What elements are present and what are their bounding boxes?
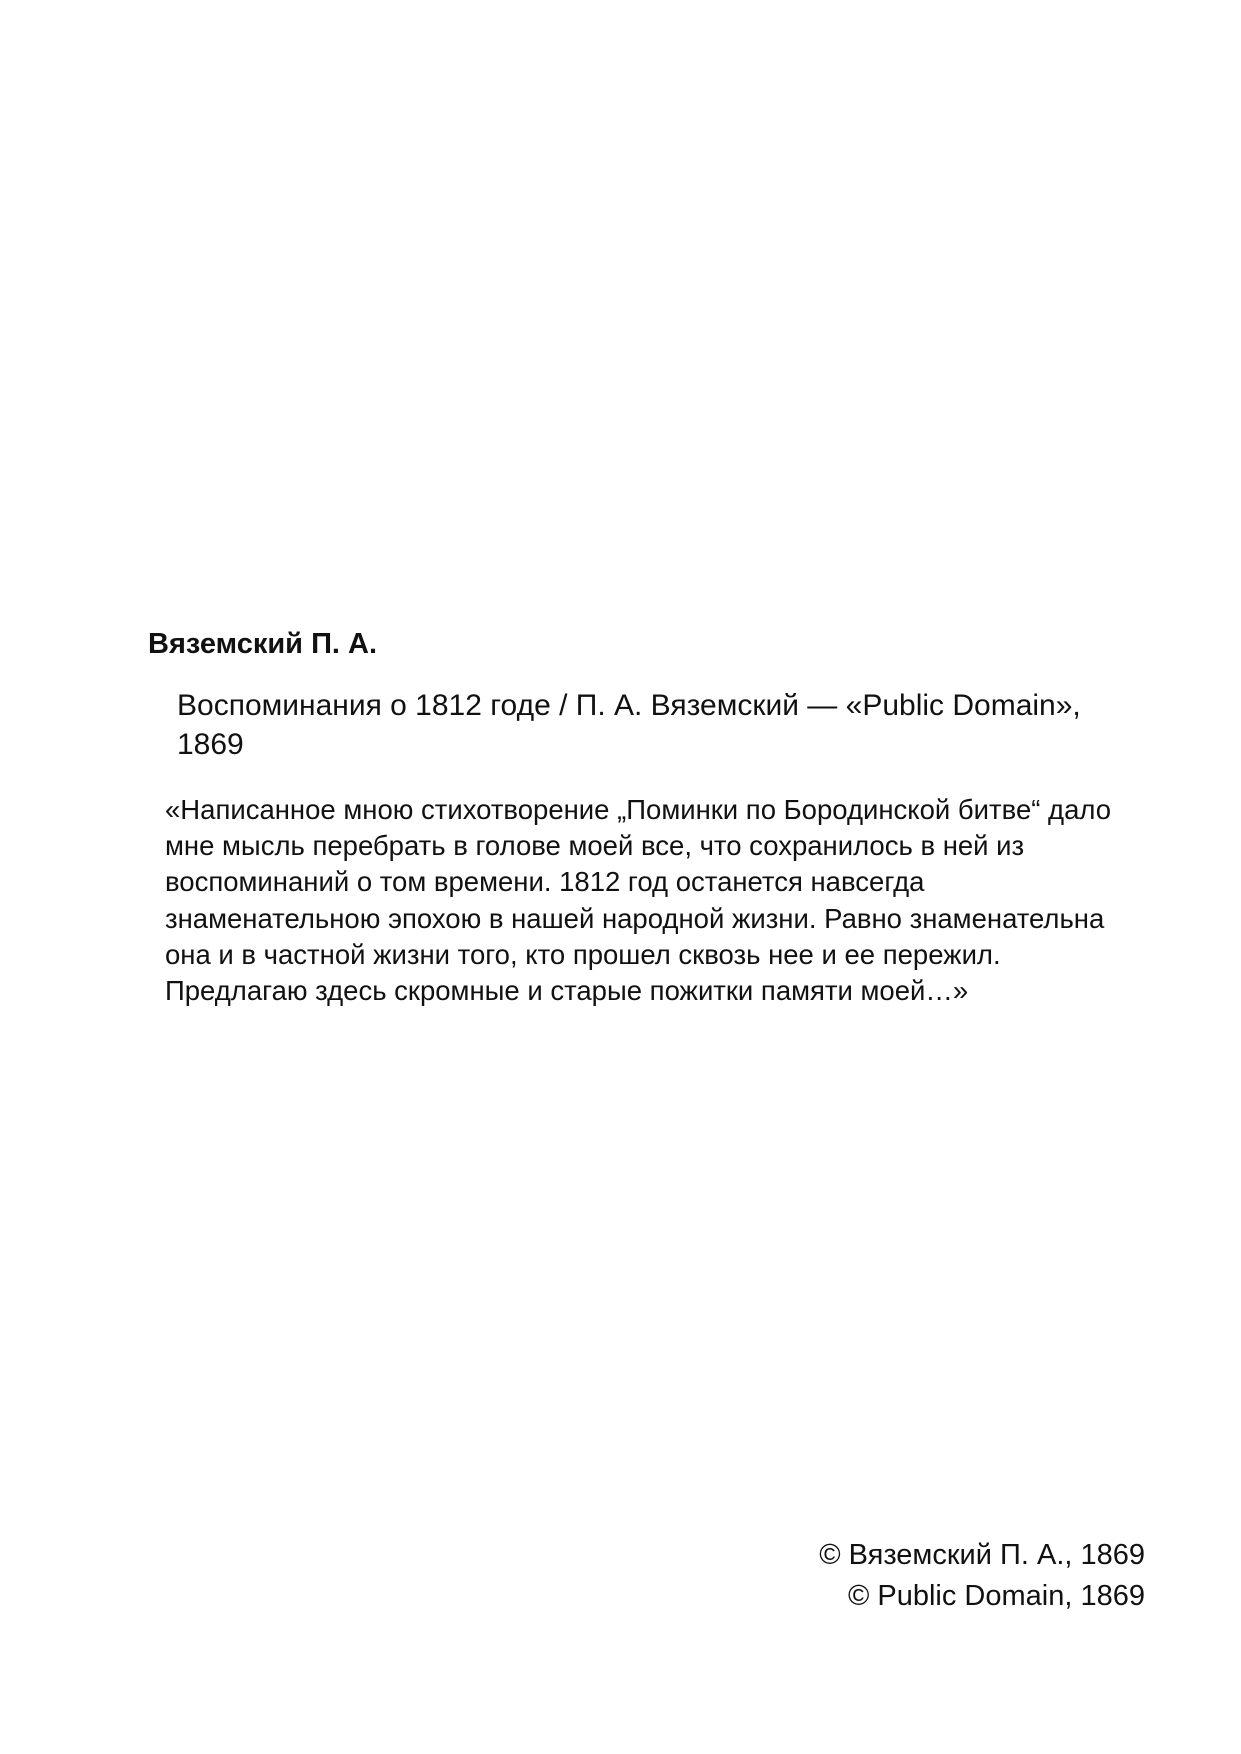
copyright-line-public-domain: © Public Domain, 1869 — [847, 1580, 1145, 1612]
author-heading: Вяземский П. А. — [148, 628, 378, 660]
copyright-line-author: © Вяземский П. А., 1869 — [819, 1539, 1145, 1571]
bibliographic-entry: Воспоминания о 1812 годе / П. А. Вяземский — «Public Domain», 1869 — [177, 689, 1081, 761]
annotation-text: «Написанное мною стихотворение „Поминки по Бородинской битве“ дало мне мысль перебрать в голове моей все, что сохранилось в ней из воспоминаний о том времени. 1812 год останется навсегда знаменательною эпохою в нашей народной жизни. Равно знаменательна она и в частной жизни того, кто прошел сквозь нее и ее пережил. Предлагаю здесь скромные и старые пожитки памяти моей…» — [165, 794, 1112, 1007]
copyright-block — [819, 1535, 1145, 1617]
